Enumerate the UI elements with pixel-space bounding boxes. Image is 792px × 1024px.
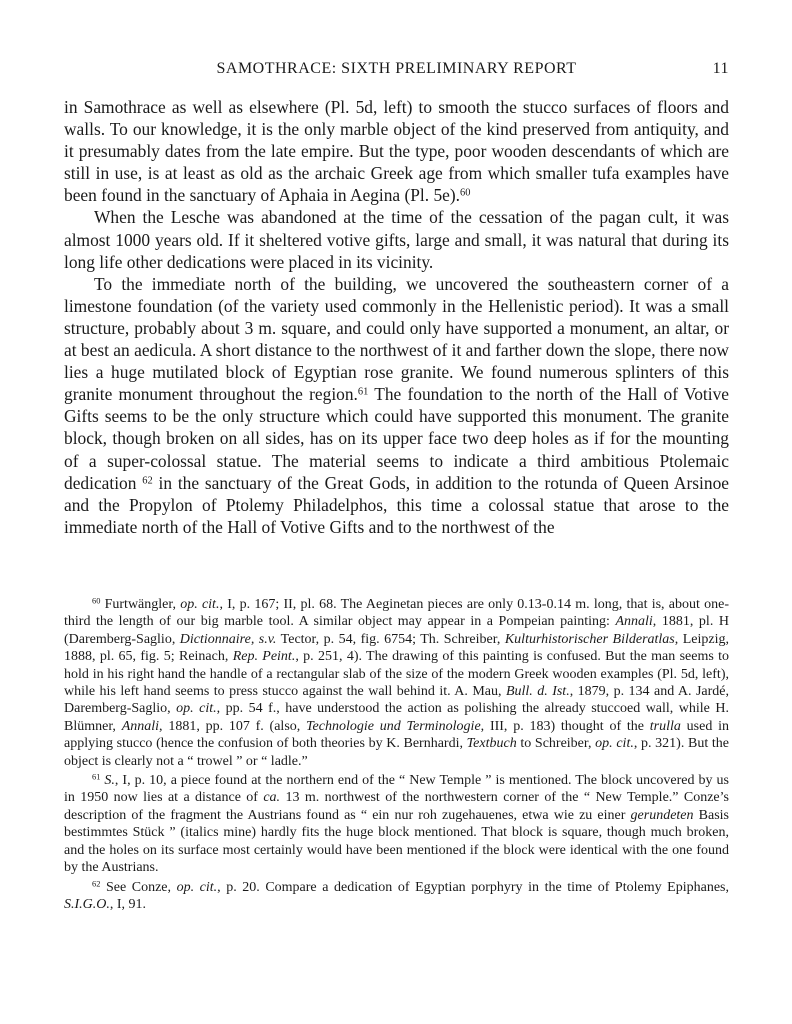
footnote-60 (64, 596, 729, 770)
footnote-number: 60 (92, 596, 101, 606)
citation-italic: ca. (263, 790, 281, 806)
footnote-text: , 1879, p. 134 and A. Jardé, Daremberg-Saglio, (64, 684, 729, 717)
citation-italic: op. cit. (176, 701, 217, 717)
footnotes (64, 596, 729, 915)
footnote-text: 13 m. northwest of the northwestern corner of the “ New Temple.” Conze’s description of the fragment the Austrians found as “ ein nur roh zugehauenes, etwa wie zu einer (64, 790, 729, 823)
running-header (64, 60, 729, 82)
paragraph-3-text-b: The foundation to the north of the Hall of Votive Gifts seems to be the only structure which could have supported this monument. The granite block, though broken on all sides, has on its upper face two deep holes as if for the mounting of a super-colossal statue. The material seems to indicate a third ambitious Ptolemaic dedication (64, 384, 729, 493)
footnote-text: , I, p. 167; II, pl. 68. The Aeginetan pieces are only 0.13-0.14 m. long, that is, about one-third the length of our big marble tool. A similar object may appear in a Pompeian painting: (64, 597, 729, 630)
paragraph-1-text: in Samothrace as well as elsewhere (Pl. 5d, left) to smooth the stucco surfaces of floors and walls. To our knowledge, it is the only marble object of the kind preserved from antiquity, and it presumably dates from the late empire. But the type, poor wooden descendants of which are still in use, is at least as old as the archaic Greek age from which smaller tufa examples have been found in the sanctuary of Aphaia in Aegina (Pl. 5e). (64, 97, 729, 206)
footnote-text: to Schreiber, (516, 736, 596, 752)
footnote-text: , I, 91. (109, 896, 147, 912)
citation-italic: gerundeten (630, 807, 694, 823)
paragraph-3-text-a: To the immediate north of the building, we uncovered the southeastern corner of a limestone foundation (of the variety used commonly in the Hellenistic period). It was a small structure, probably about 3 m. square, and could only have supported a monument, an altar, or at best an aedicula. A short distance to the northwest of it and farther down the slope, there now lies a huge mutilated block of Egyptian rose granite. We found numerous splinters of this granite monument throughout the region. (64, 273, 729, 405)
paragraph-3 (64, 273, 729, 538)
footnote-text: , III, p. 183) thought of the (480, 718, 650, 734)
footnote-text: , I, p. 10, a piece found at the northern end of the “ New Temple ” is mentioned. The block uncovered by us in 1950 now lies at a distance of (64, 773, 729, 806)
citation-italic: S. (104, 773, 115, 789)
footnote-text: Furtwängler, (100, 597, 181, 612)
citation-italic: Kulturhistorischer Bilderatlas (504, 631, 675, 647)
citation-italic: op. cit. (176, 879, 218, 895)
citation-italic: op. cit. (595, 736, 634, 752)
footnote-text: used in applying stucco (hence the confusion of both theories by K. Bernhardi, (64, 718, 729, 752)
footnote-text: , 1881, pp. 107 f. (also, (159, 718, 307, 734)
paragraph-2 (64, 206, 729, 272)
footnote-text: , p. 321). But the object is clearly not a “ trowel ” or “ ladle.” (64, 736, 729, 769)
paragraph-2-text: When the Lesche was abandoned at the time of the cessation of the pagan cult, it was almost 1000 years old. If it sheltered votive gifts, large and small, it was natural that during its long life other dedications were placed in its vicinity. (64, 207, 729, 272)
footnote-text: , Leipzig, 1888, pl. 65, fig. 5; Reinach, (64, 631, 729, 665)
footnote-text: , p. 251, 4). The drawing of this painting is confused. But the man seems to hold in his right hand the handle of a rectangular slab of the size of the modern Greek wooden examples (Pl. 5d, left), while his left hand seems to press stucco against the wall behind it. A. Mau, (64, 649, 729, 700)
citation-italic: Bull. d. Ist. (505, 684, 570, 700)
footnote-61 (64, 772, 729, 876)
citation-italic: Annali (121, 718, 160, 734)
footnote-ref-60: 60 (460, 187, 471, 199)
citation-italic: trulla (649, 718, 681, 734)
footnote-text: Tector, p. 54, fig. 6754; Th. Schreiber, (276, 631, 505, 647)
footnote-text: See Conze, (100, 879, 177, 895)
footnote-ref-62: 62 (142, 474, 153, 486)
paragraph-3-text-c: in the sanctuary of the Great Gods, in addition to the rotunda of Queen Arsinoe and the Propylon of Ptolemy Philadelphos, this time a colossal statue that arose to the immediate north of the Hall of Votive Gifts and to the northwest of the (64, 472, 729, 537)
citation-italic: Dictionnaire, s.v. (179, 631, 277, 647)
citation-italic: Rep. Peint. (232, 649, 296, 665)
citation-italic: Technologie und Terminologie (306, 718, 481, 734)
main-text (64, 96, 729, 538)
citation-italic: op. cit. (180, 597, 220, 612)
citation-italic: Annali (615, 614, 653, 630)
footnote-text: , p. 20. Compare a dedication of Egyptian porphyry in the time of Ptolemy Epiphanes, (217, 879, 729, 895)
footnote-text: , 1881, pl. H (Daremberg-Saglio, (64, 614, 729, 647)
citation-italic: S.I.G.O. (64, 896, 110, 912)
paragraph-1 (64, 96, 729, 206)
citation-italic: Textbuch (466, 736, 517, 752)
footnote-number: 62 (92, 878, 101, 888)
footnote-text: Basis bestimmtes Stück ” (italics mine) hardly fits the huge block mentioned. That block is square, though much broken, and the holes on its surface most certainly would have been mentioned if the block were identical with the one found by the Austrians. (64, 807, 729, 876)
footnote-62 (64, 879, 729, 914)
footnote-number: 61 (92, 772, 101, 782)
footnote-text: , pp. 54 f., have understood the action as polishing the already stuccoed wall, while H. Blümner, (64, 701, 729, 734)
footnote-ref-61: 61 (357, 386, 369, 398)
running-title: SAMOTHRACE: SIXTH PRELIMINARY REPORT (216, 60, 577, 77)
page-number: 11 (712, 60, 729, 77)
